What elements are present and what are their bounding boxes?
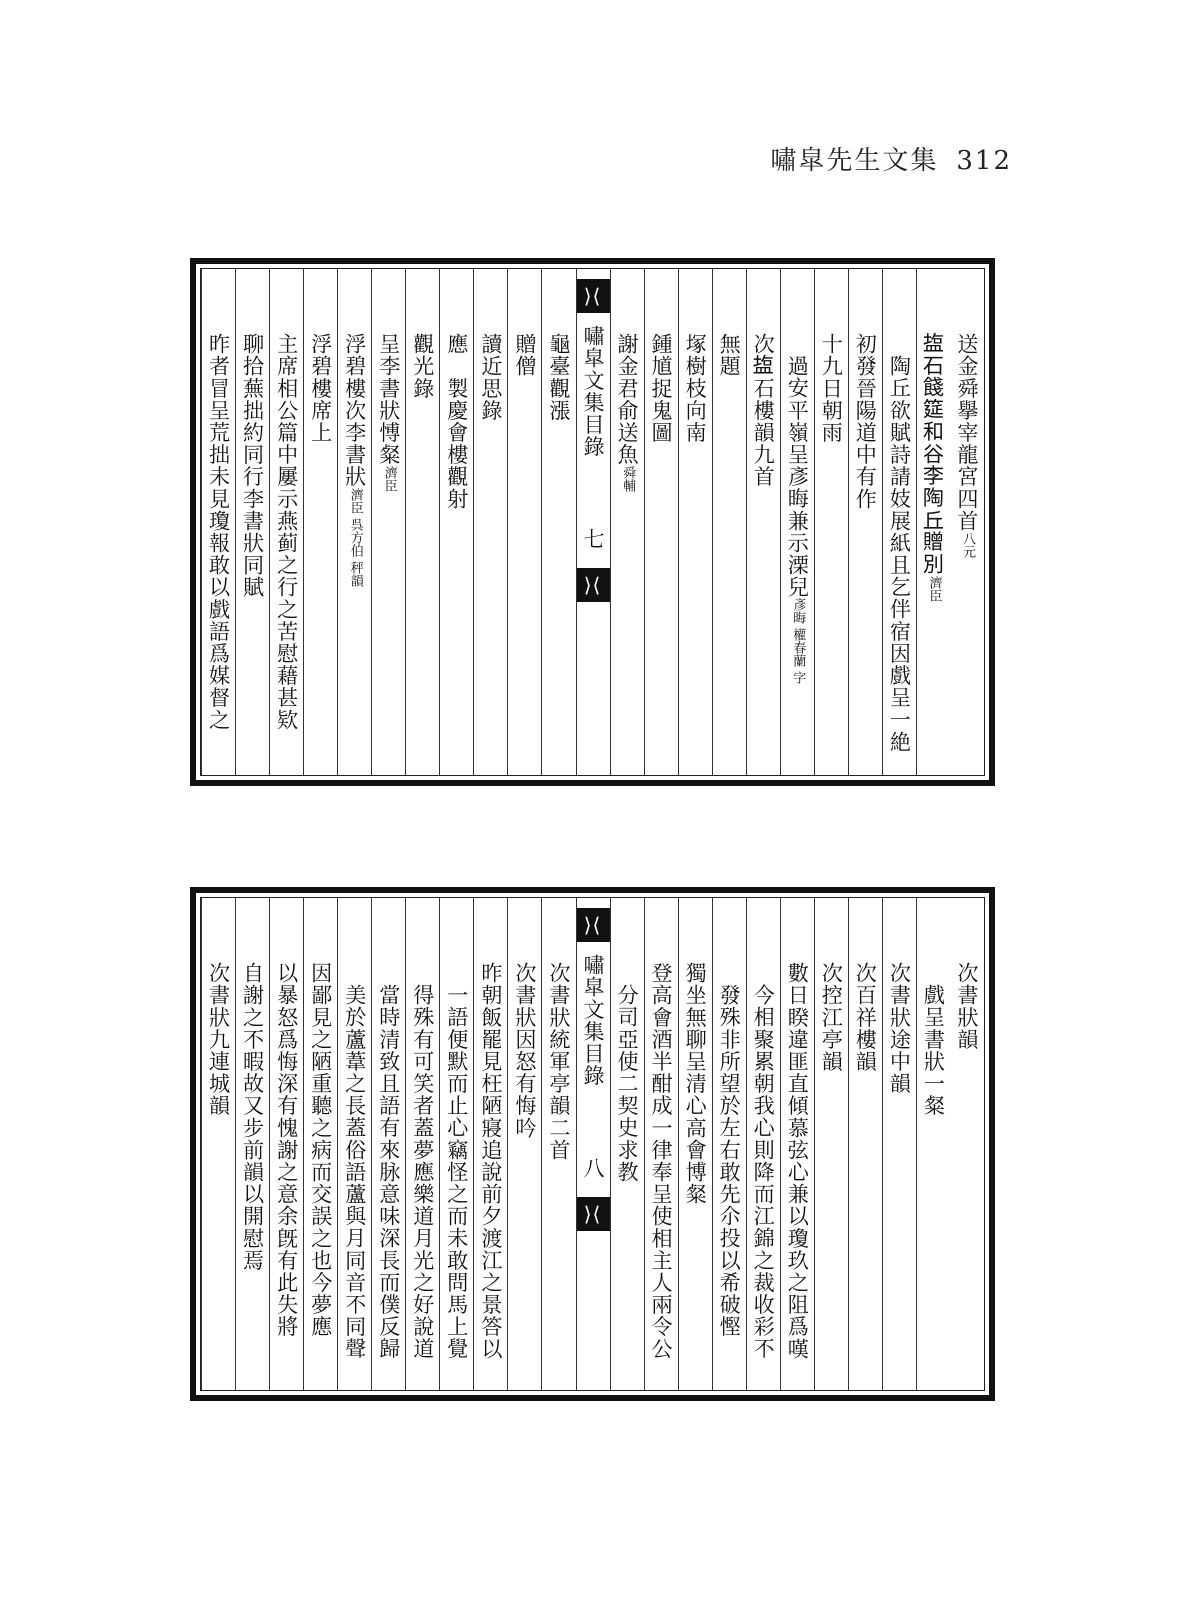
text-column: 龜臺觀漲 — [541, 269, 575, 775]
text-column: 浮碧樓次李書狀 濟臣 呉方伯 秤韻 — [337, 269, 371, 775]
text-column: 次控江亭韻 — [814, 898, 848, 1390]
fish-tail-ornament-icon: ⟩⟨ — [576, 568, 610, 602]
text-column: 應 製慶會樓觀射 — [439, 269, 473, 775]
text-column: 塚樹枝向南 — [678, 269, 712, 775]
centre-title: 嘯皐文集目錄 — [581, 954, 607, 1087]
text-column: 陶丘欲賦詩請妓展紙且乞伴宿因戲呈一絶 — [882, 269, 916, 775]
running-head-title: 嘯皐先生文集 — [770, 146, 939, 176]
text-column: 昨者冒呈荒拙未見瓊報敢以戲語爲媒督之 — [201, 269, 235, 775]
text-column: 次百祥樓韻 — [848, 898, 882, 1390]
text-column: 謝金君俞送魚 舜輔 — [610, 269, 644, 775]
woodblock-page-top — [190, 258, 995, 786]
text-column: 觀光錄 — [405, 269, 439, 775]
text-column: 當時清致且語有來脉意味深長而僕反歸 — [371, 898, 405, 1390]
text-column: 無題 — [712, 269, 746, 775]
text-column: 讀近思錄 — [473, 269, 507, 775]
text-column: 主席相公篇中屢示燕蓟之行之苦慰藉甚欵 — [269, 269, 303, 775]
text-column: 獨坐無聊呈清心高會博粲 — [678, 898, 712, 1390]
folio-number: 八 — [581, 1156, 607, 1179]
text-column: 𥂁石餞筵和谷李陶丘贈別 濟臣 — [916, 269, 950, 775]
text-column: 次書狀九連城韻 — [201, 898, 235, 1390]
text-column: 送金舜擧宰龍宮四首 八元 — [954, 333, 980, 558]
text-column: 過安平嶺呈彥晦兼示溧兒 彥晦 權春蘭 字 — [780, 269, 814, 775]
text-column: 聊拾蕪拙約同行李書狀同賦 — [235, 269, 269, 775]
fish-tail-ornament-icon: ⟩⟨ — [576, 908, 610, 942]
woodblock-page-bottom — [190, 887, 995, 1401]
text-column: 浮碧樓席上 — [303, 269, 337, 775]
running-head — [770, 140, 1012, 177]
text-column: 戲呈書狀一粲 — [916, 898, 950, 1390]
text-column: 昨朝飯罷見枉陋寢追說前夕渡江之景答以 — [473, 898, 507, 1390]
text-column: 鍾馗捉鬼圖 — [644, 269, 678, 775]
text-column: 分司亞使二契史求教 — [610, 898, 644, 1390]
text-column: 因鄙見之陋重聽之病而交誤之也今夢應 — [303, 898, 337, 1390]
text-column: 美於蘆葦之長蓋俗語蘆與月同音不同聲 — [337, 898, 371, 1390]
text-column: 次𥂁石樓韻九首 — [746, 269, 780, 775]
centre-fold-column — [576, 898, 610, 1390]
block-frame — [200, 268, 985, 776]
centre-fold-column — [576, 269, 610, 775]
text-column: 今相聚累朝我心則降而江錦之裁收彩不 — [746, 898, 780, 1390]
text-column: 次書狀因怒有悔吟 — [507, 898, 541, 1390]
text-column: 登高會酒半酣成一律奉呈使相主人兩令公 — [644, 898, 678, 1390]
page-number: 312 — [956, 146, 1012, 176]
text-column: 得殊有可笑者蓋夢應樂道月光之好說道 — [405, 898, 439, 1390]
text-column: 初發晉陽道中有作 — [848, 269, 882, 775]
centre-title: 嘯皐文集目錄 — [581, 325, 607, 458]
text-column: 自謝之不暇故又步前韻以開慰焉 — [235, 898, 269, 1390]
text-column: 發殊非所望於左右敢先尒投以希破慳 — [712, 898, 746, 1390]
text-column: 次書狀途中韻 — [882, 898, 916, 1390]
fish-tail-ornament-icon: ⟩⟨ — [576, 1197, 610, 1231]
text-column: 次書狀韻 — [954, 962, 980, 1051]
text-column: 數日睽違匪直傾慕弦心兼以瓊玖之阻爲嘆 — [780, 898, 814, 1390]
text-column: 呈李書狀愽粲 濟臣 — [371, 269, 405, 775]
text-column: 十九日朝雨 — [814, 269, 848, 775]
text-column: 以暴怒爲悔深有愧謝之意余旣有此失將 — [269, 898, 303, 1390]
fish-tail-ornament-icon: ⟩⟨ — [576, 279, 610, 313]
folio-number: 七 — [581, 527, 607, 550]
text-column: 贈僧 — [507, 269, 541, 775]
block-frame — [200, 897, 985, 1391]
text-column: 次書狀統軍亭韻二首 — [541, 898, 575, 1390]
text-column: 一語便默而止心竊怪之而未敢問馬上覺 — [439, 898, 473, 1390]
